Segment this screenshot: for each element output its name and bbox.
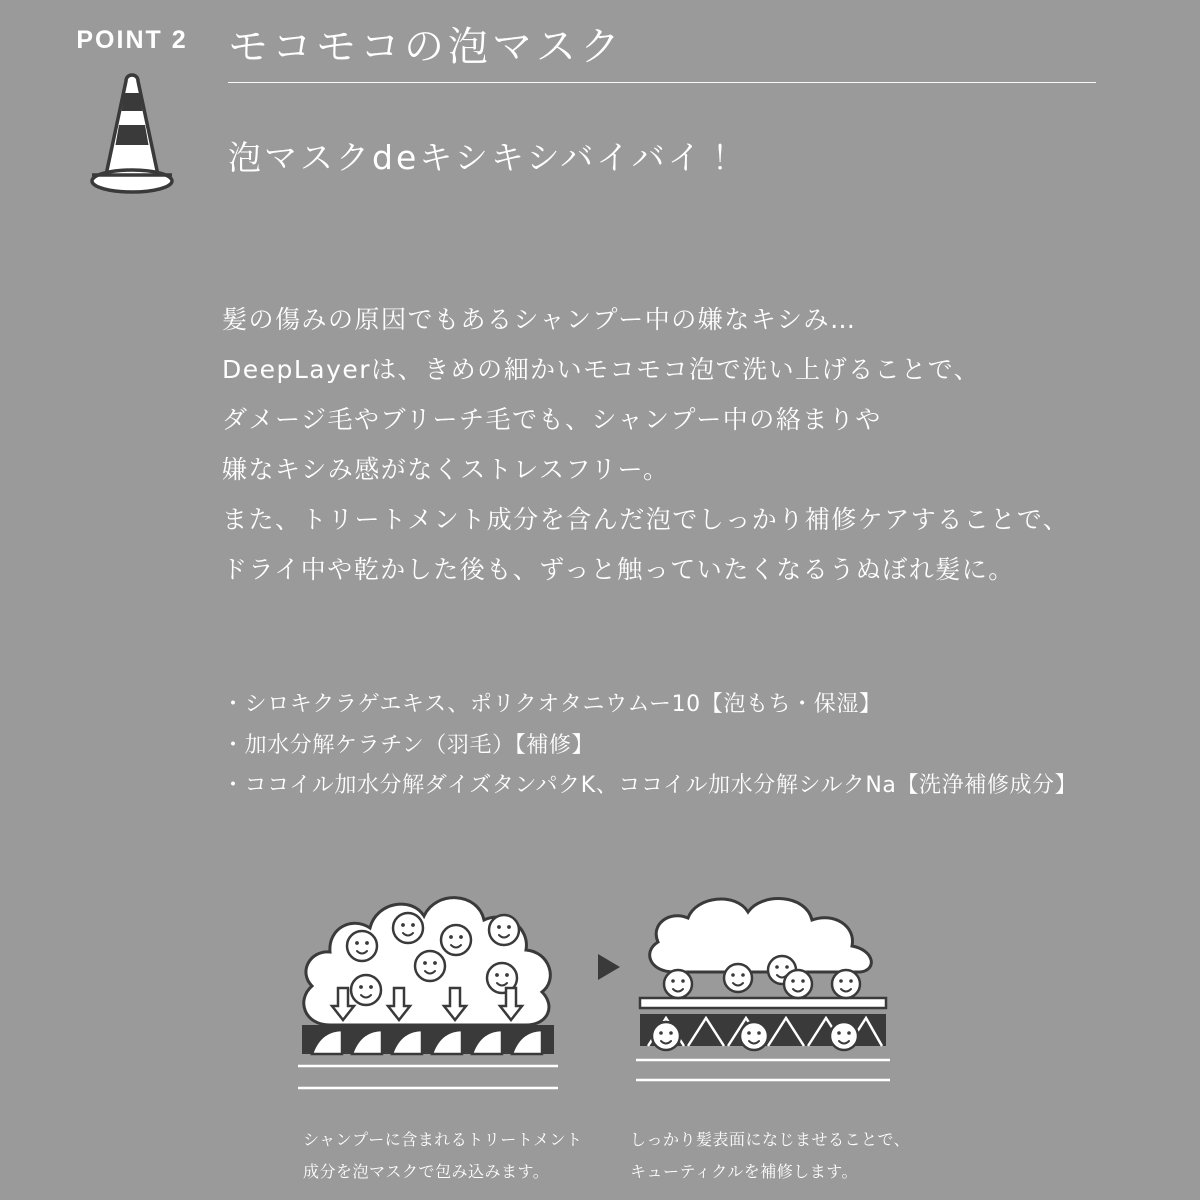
point-label: POINT 2 (76, 26, 188, 54)
foam-bubbles-on-hair-illustration (290, 840, 590, 1110)
caption-line: しっかり髪表面になじませることで、 (630, 1130, 911, 1149)
bubbles-absorbed-into-cuticle-illustration (630, 880, 920, 1110)
title-block (228, 22, 1098, 83)
body-line: 髪の傷みの原因でもあるシャンプー中の嫌なキシみ… (222, 305, 857, 334)
body-copy (222, 298, 1122, 598)
caption-line: キューティクルを補修します。 (630, 1161, 858, 1181)
caption-line: シャンプーに含まれるトリートメント (303, 1130, 583, 1149)
body-line: ダメージ毛やブリーチ毛でも、シャンプー中の絡まりや (222, 405, 882, 434)
caption-line: 成分を泡マスクで包み込みます。 (303, 1161, 550, 1181)
figure-area (0, 840, 1200, 1200)
page-subtitle: 泡マスクdeキシキシバイバイ！ (228, 138, 740, 177)
figure-caption-left (303, 1125, 583, 1188)
figure-caption-right (630, 1125, 910, 1188)
right-triangle-arrow-icon (596, 952, 622, 982)
body-line: 嫌なキシみ感がなくストレスフリー。 (222, 455, 670, 484)
ingredient-list (222, 685, 1142, 807)
body-line: また、トリートメント成分を含んだ泡でしっかり補修ケアすることで、 (222, 505, 1070, 534)
title-divider (228, 82, 1096, 83)
list-item: ・ココイル加水分解ダイズタンパクK、ココイル加水分解シルクNa【洗浄補修成分】 (222, 773, 1078, 799)
header (0, 0, 1200, 230)
body-line: ドライ中や乾かした後も、ずっと触っていたくなるうぬぼれ髪に。 (222, 555, 1015, 584)
page-title: モコモコの泡マスク (228, 24, 624, 70)
traffic-cone-icon (62, 63, 202, 203)
list-item: ・シロキクラゲエキス、ポリクオタニウムー10【泡もち・保湿】 (222, 692, 882, 717)
list-item: ・加水分解ケラチン（羽毛）【補修】 (222, 732, 595, 758)
body-line: DeepLayerは、きめの細かいモコモコ泡で洗い上げることで、 (222, 355, 981, 384)
point-badge (62, 26, 202, 203)
